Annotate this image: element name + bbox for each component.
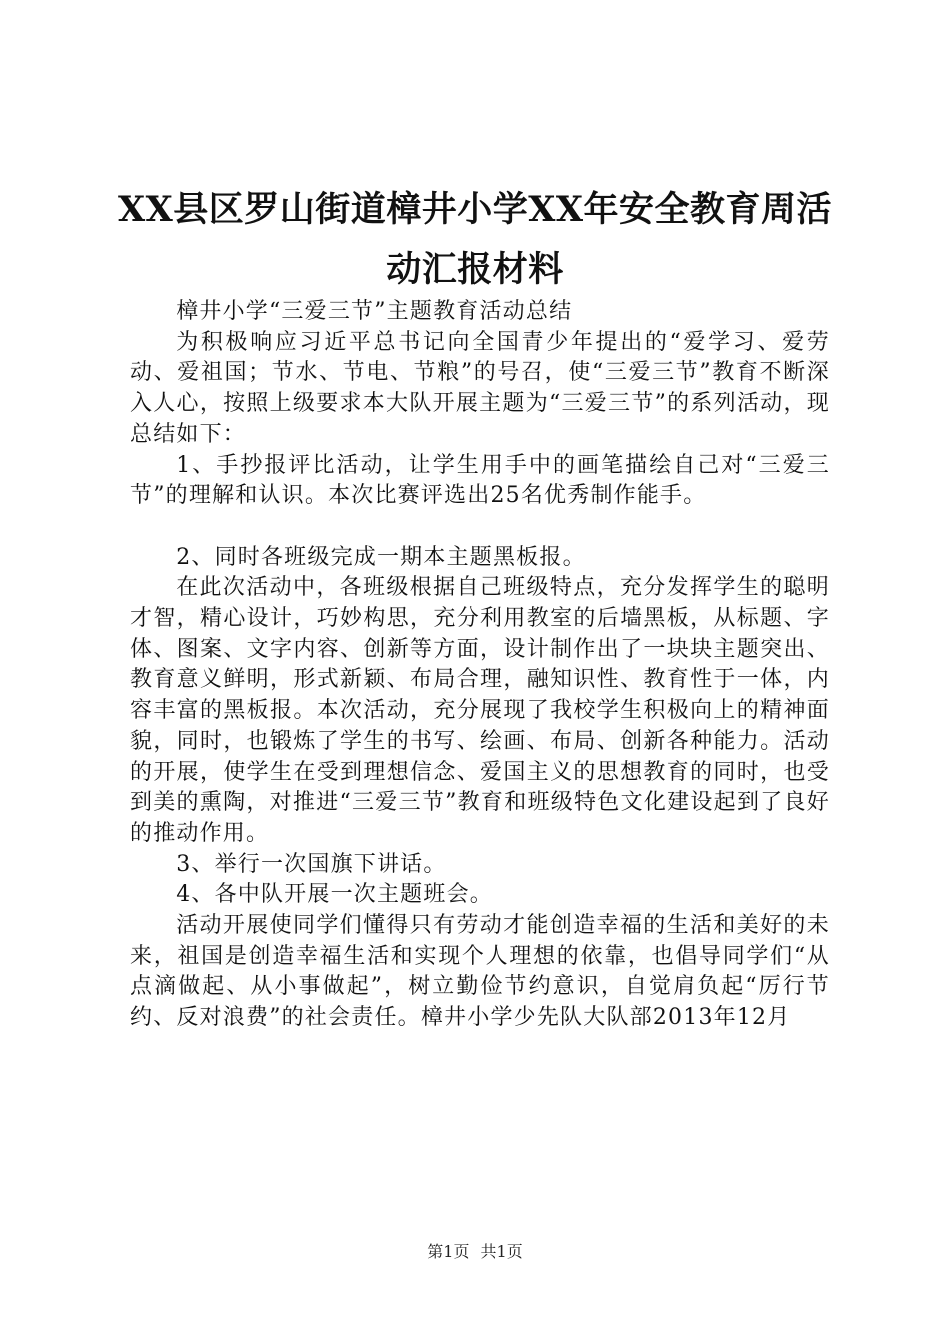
page-total: 共1页	[480, 1242, 523, 1261]
activity-3-paragraph: 3、举行一次国旗下讲话。	[176, 851, 447, 877]
intro-paragraph: 为积极响应习近平总书记向全国青少年提出的“爱学习、爱劳动、爱祖国；节水、节电、节粮”的号召，使“三爱三节”教育不断深入人心，按照上级要求本大队开展主题为“三爱三节”的系列活动，现总结如下：	[130, 329, 830, 447]
page-footer	[0, 1242, 950, 1262]
page-current: 第1页	[427, 1242, 470, 1261]
activity-1-paragraph: 1、手抄报评比活动，让学生用手中的画笔描绘自己对“三爱三节”的理解和认识。本次比赛评选出25名优秀制作能手。	[130, 452, 830, 509]
document-title-line-1: XX县区罗山街道樟井小学XX年安全教育周活	[117, 189, 833, 230]
activity-2-paragraph: 2、同时各班级完成一期本主题黑板报。	[176, 544, 586, 570]
blackboard-details-paragraph: 在此次活动中，各班级根据自己班级特点，充分发挥学生的聪明才智，精心设计，巧妙构思，充分利用教室的后墙黑板，从标题、字体、图案、文字内容、创新等方面，设计制作出了一块块主题突出、教育意义鲜明，形式新颖、布局合理，融知识性、教育性于一体，内容丰富的黑板报。本次活动，充分展现了我校学生积极向上的精神面貌，同时，也锻炼了学生的书写、绘画、布局、创新各种能力。活动的开展，使学生在受到理想信念、爱国主义的思想教育的同时，也受到美的熏陶，对推进“三爱三节”教育和班级特色文化建设起到了良好的推动作用。	[130, 575, 830, 846]
subtitle-paragraph: 樟井小学“三爱三节”主题教育活动总结	[176, 299, 573, 324]
document-title-line-2: 动汇报材料	[386, 249, 564, 290]
conclusion-paragraph: 活动开展使同学们懂得只有劳动才能创造幸福的生活和美好的未来，祖国是创造幸福生活和实现个人理想的依靠，也倡导同学们“从点滴做起、从小事做起”，树立勤俭节约意识，自觉肩负起“厉行节约、反对浪费”的社会责任。樟井小学少先队大队部2013年12月	[130, 913, 830, 1031]
document-body	[130, 297, 830, 1034]
activity-4-paragraph: 4、各中队开展一次主题班会。	[176, 882, 493, 908]
paragraph-spacer	[130, 512, 830, 543]
